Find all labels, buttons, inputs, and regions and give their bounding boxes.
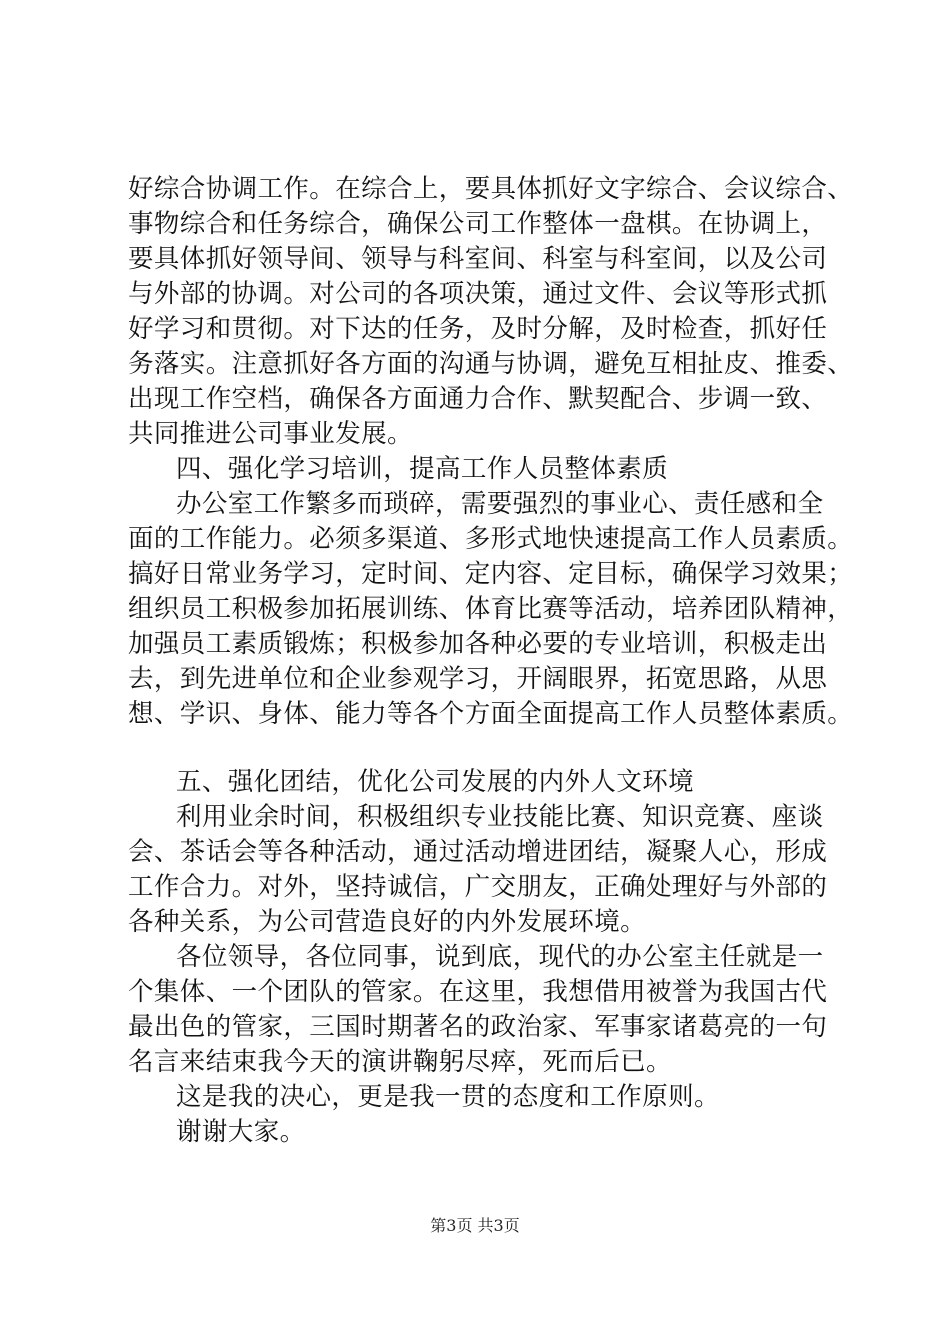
paragraph-line: 共同推进公司事业发展。 bbox=[128, 419, 413, 449]
paragraph-line: 务落实。注意抓好各方面的沟通与协调，避免互相扯皮、推委、 bbox=[128, 349, 854, 379]
page-footer: 第3页 共3页 bbox=[430, 1216, 520, 1235]
paragraph-line: 各位领导，各位同事，说到底，现代的办公室主任就是一 bbox=[176, 942, 824, 972]
paragraph-line: 好综合协调工作。在综合上，要具体抓好文字综合、会议综合、 bbox=[128, 174, 854, 204]
paragraph-line: 会、茶话会等各种活动，通过活动增进团结，凝聚人心，形成 bbox=[128, 837, 828, 867]
paragraph-line: 出现工作空档，确保各方面通力合作、默契配合、步调一致、 bbox=[128, 384, 828, 414]
paragraph-line: 要具体抓好领导间、领导与科室间、科室与科室间，以及公司 bbox=[128, 244, 828, 274]
paragraph-line: 各种关系，为公司营造良好的内外发展环境。 bbox=[128, 907, 647, 937]
closing-line: 谢谢大家。 bbox=[176, 1117, 306, 1147]
paragraph-line: 事物综合和任务综合，确保公司工作整体一盘棋。在协调上， bbox=[128, 209, 828, 239]
paragraph-line: 名言来结束我今天的演讲鞠躬尽瘁，死而后已。 bbox=[128, 1047, 672, 1077]
paragraph-line: 搞好日常业务学习，定时间、定内容、定目标，确保学习效果； bbox=[128, 559, 854, 589]
paragraph-line: 工作合力。对外，坚持诚信，广交朋友，正确处理好与外部的 bbox=[128, 872, 828, 902]
paragraph-line: 面的工作能力。必须多渠道、多形式地快速提高工作人员素质。 bbox=[128, 524, 854, 554]
paragraph-line: 想、学识、身体、能力等各个方面全面提高工作人员整体素质。 bbox=[128, 699, 854, 729]
paragraph-line: 个集体、一个团队的管家。在这里，我想借用被誉为我国古代 bbox=[128, 977, 828, 1007]
paragraph-line: 好学习和贯彻。对下达的任务，及时分解，及时检查，抓好任 bbox=[128, 314, 828, 344]
section-heading-4: 四、强化学习培训，提高工作人员整体素质 bbox=[176, 454, 669, 484]
document-body bbox=[128, 172, 854, 1150]
paragraph-line: 最出色的管家，三国时期著名的政治家、军事家诸葛亮的一句 bbox=[128, 1012, 828, 1042]
section-heading-5: 五、强化团结，优化公司发展的内外人文环境 bbox=[176, 767, 695, 797]
paragraph-line: 与外部的协调。对公司的各项决策，通过文件、会议等形式抓 bbox=[128, 279, 828, 309]
paragraph-line: 利用业余时间，积极组织专业技能比赛、知识竞赛、座谈 bbox=[176, 802, 824, 832]
paragraph-line: 这是我的决心，更是我一贯的态度和工作原则。 bbox=[176, 1082, 720, 1112]
paragraph-line: 去，到先进单位和企业参观学习，开阔眼界，拓宽思路，从思 bbox=[128, 664, 828, 694]
paragraph-line: 组织员工积极参加拓展训练、体育比赛等活动，培养团队精神， bbox=[128, 594, 854, 624]
paragraph-line: 加强员工素质锻炼；积极参加各种必要的专业培训，积极走出 bbox=[128, 629, 828, 659]
paragraph-line: 办公室工作繁多而琐碎，需要强烈的事业心、责任感和全 bbox=[176, 489, 824, 519]
paragraph-gap bbox=[128, 732, 848, 765]
